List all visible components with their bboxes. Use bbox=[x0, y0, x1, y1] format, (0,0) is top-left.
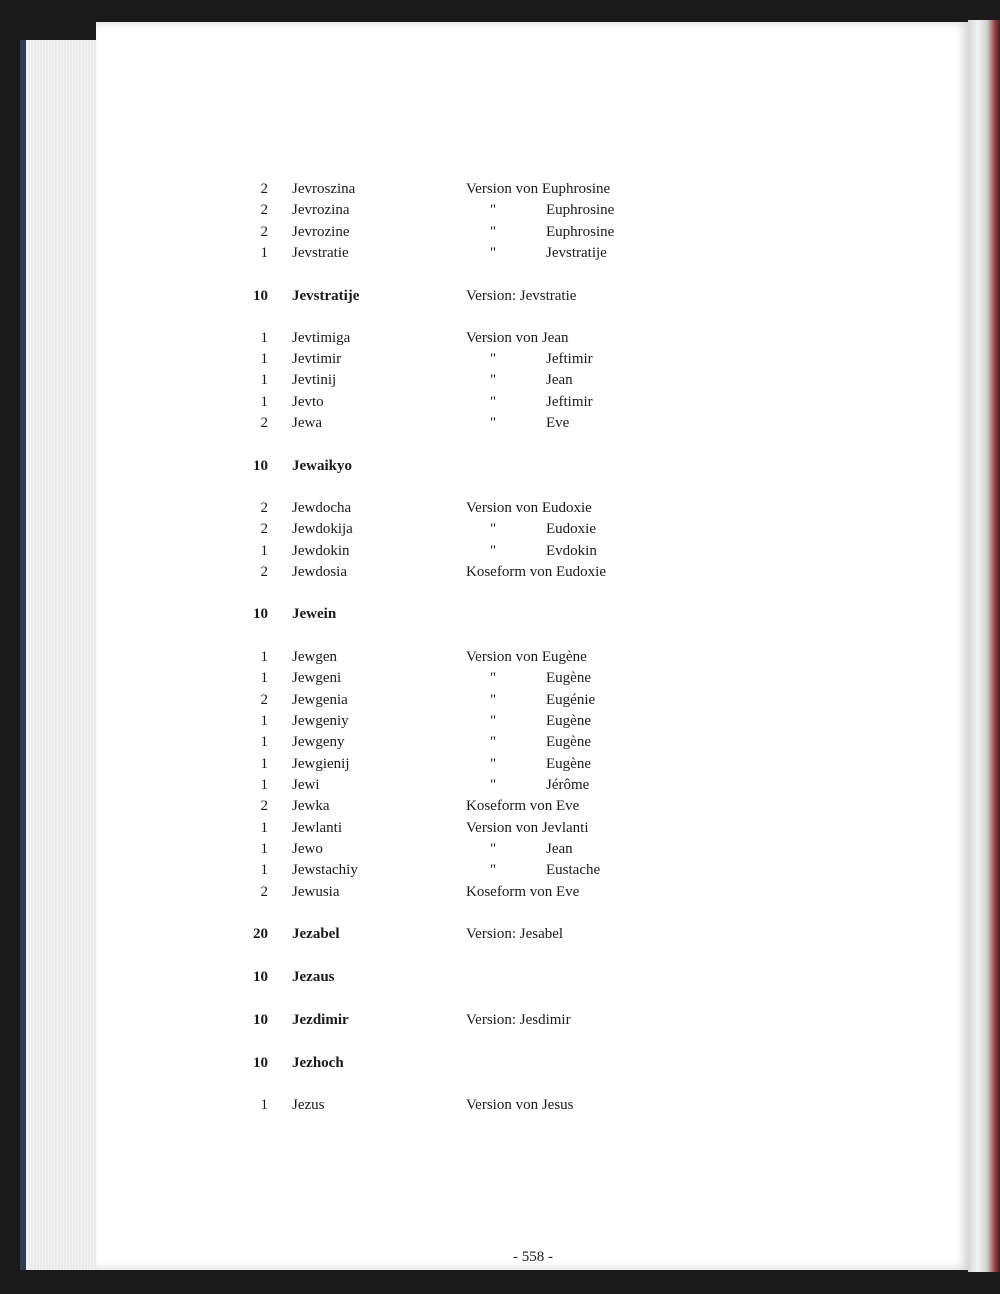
entry-name: Jewein bbox=[292, 606, 337, 622]
entry-description: Version von Jean bbox=[466, 330, 569, 346]
entry-ditto-mark: " bbox=[490, 543, 497, 559]
list-entry bbox=[96, 862, 970, 884]
entry-ditto-mark: " bbox=[490, 692, 497, 708]
list-entry bbox=[96, 670, 970, 692]
list-entry bbox=[96, 330, 970, 352]
entry-target-name: Eugène bbox=[546, 670, 591, 686]
entry-count: 2 bbox=[260, 798, 268, 814]
entry-count: 1 bbox=[260, 777, 268, 793]
entry-name: Jevtimiga bbox=[292, 330, 351, 346]
entry-description: Version: Jesdimir bbox=[466, 1012, 571, 1028]
page-number: - 558 - bbox=[513, 1249, 553, 1265]
entry-count: 1 bbox=[260, 1097, 268, 1113]
entry-target-name: Jean bbox=[546, 841, 573, 857]
entry-ditto-mark: " bbox=[490, 841, 497, 857]
entry-name: Jevto bbox=[292, 394, 324, 410]
entry-target-name: Jevstratije bbox=[546, 245, 607, 261]
list-entry bbox=[96, 969, 970, 991]
entry-count: 1 bbox=[260, 713, 268, 729]
entry-name: Jewlanti bbox=[292, 820, 342, 836]
entry-count: 2 bbox=[260, 884, 268, 900]
entry-description: Version von Eugène bbox=[466, 649, 587, 665]
entry-name: Jewusia bbox=[292, 884, 340, 900]
list-entry bbox=[96, 1012, 970, 1034]
entry-count: 1 bbox=[260, 756, 268, 772]
list-entry bbox=[96, 543, 970, 565]
entry-ditto-mark: " bbox=[490, 713, 497, 729]
list-entry bbox=[96, 798, 970, 820]
list-entry bbox=[96, 202, 970, 224]
entry-count: 10 bbox=[253, 969, 268, 985]
entry-target-name: Jean bbox=[546, 372, 573, 388]
list-entry bbox=[96, 181, 970, 203]
entry-target-name: Eve bbox=[546, 415, 570, 431]
entry-count: 1 bbox=[260, 372, 268, 388]
entry-ditto-mark: " bbox=[490, 351, 497, 367]
entry-ditto-mark: " bbox=[490, 734, 497, 750]
list-entry bbox=[96, 1055, 970, 1077]
entry-target-name: Eustache bbox=[546, 862, 601, 878]
entry-ditto-mark: " bbox=[490, 862, 497, 878]
entry-count: 10 bbox=[253, 458, 268, 474]
entry-name: Jezhoch bbox=[292, 1055, 344, 1071]
list-entry bbox=[96, 820, 970, 842]
list-entry bbox=[96, 649, 970, 671]
entry-description: Koseform von Eve bbox=[466, 798, 580, 814]
entry-name: Jewgeni bbox=[292, 670, 342, 686]
entry-name: Jevstratie bbox=[292, 245, 349, 261]
entry-ditto-mark: " bbox=[490, 372, 497, 388]
entry-count: 2 bbox=[260, 521, 268, 537]
entry-name: Jezaus bbox=[292, 969, 335, 985]
entry-name: Jewgeny bbox=[292, 734, 345, 750]
entry-ditto-mark: " bbox=[490, 670, 497, 686]
entry-ditto-mark: " bbox=[490, 756, 497, 772]
entry-count: 1 bbox=[260, 351, 268, 367]
list-entry bbox=[96, 415, 970, 437]
entry-count: 1 bbox=[260, 734, 268, 750]
entry-name: Jevtinij bbox=[292, 372, 337, 388]
entry-count: 1 bbox=[260, 245, 268, 261]
entry-name: Jevtimir bbox=[292, 351, 342, 367]
entry-count: 1 bbox=[260, 543, 268, 559]
entry-name: Jewo bbox=[292, 841, 323, 857]
entry-name: Jewstachiy bbox=[292, 862, 358, 878]
list-entry bbox=[96, 288, 970, 310]
entry-target-name: Eugène bbox=[546, 756, 591, 772]
entry-count: 2 bbox=[260, 224, 268, 240]
entry-count: 1 bbox=[260, 330, 268, 346]
list-entry bbox=[96, 564, 970, 586]
list-entry bbox=[96, 1097, 970, 1119]
entry-count: 2 bbox=[260, 564, 268, 580]
entry-ditto-mark: " bbox=[490, 521, 497, 537]
entry-description: Version von Euphrosine bbox=[466, 181, 611, 197]
entry-name: Jewgienij bbox=[292, 756, 350, 772]
entry-target-name: Jeftimir bbox=[546, 351, 593, 367]
entry-count: 1 bbox=[260, 394, 268, 410]
entry-target-name: Euphrosine bbox=[546, 202, 615, 218]
entry-target-name: Jérôme bbox=[546, 777, 590, 793]
list-entry bbox=[96, 521, 970, 543]
entry-description: Koseform von Eudoxie bbox=[466, 564, 606, 580]
entry-ditto-mark: " bbox=[490, 394, 497, 410]
entry-ditto-mark: " bbox=[490, 777, 497, 793]
entry-target-name: Eugénie bbox=[546, 692, 596, 708]
entry-count: 2 bbox=[260, 415, 268, 431]
entry-target-name: Eugène bbox=[546, 713, 591, 729]
entry-name: Jezabel bbox=[292, 926, 340, 942]
list-entry bbox=[96, 394, 970, 416]
entry-name: Jewgen bbox=[292, 649, 337, 665]
entry-target-name: Jeftimir bbox=[546, 394, 593, 410]
list-entry bbox=[96, 841, 970, 863]
entry-target-name: Euphrosine bbox=[546, 224, 615, 240]
book-page bbox=[96, 22, 970, 1270]
entry-count: 1 bbox=[260, 820, 268, 836]
entry-name: Jevrozine bbox=[292, 224, 350, 240]
list-entry bbox=[96, 500, 970, 522]
entry-name: Jewgenia bbox=[292, 692, 348, 708]
entry-description: Version: Jesabel bbox=[466, 926, 564, 942]
list-entry bbox=[96, 777, 970, 799]
list-entry bbox=[96, 926, 970, 948]
entry-name: Jezus bbox=[292, 1097, 325, 1113]
entry-name: Jewka bbox=[292, 798, 330, 814]
entry-count: 2 bbox=[260, 181, 268, 197]
entry-count: 2 bbox=[260, 692, 268, 708]
entry-count: 10 bbox=[253, 1012, 268, 1028]
entry-name: Jewdokija bbox=[292, 521, 353, 537]
entry-count: 1 bbox=[260, 670, 268, 686]
list-entry bbox=[96, 756, 970, 778]
entry-name: Jewa bbox=[292, 415, 322, 431]
entry-ditto-mark: " bbox=[490, 245, 497, 261]
entry-name: Jewdokin bbox=[292, 543, 350, 559]
entry-count: 2 bbox=[260, 202, 268, 218]
entry-count: 2 bbox=[260, 500, 268, 516]
entry-count: 10 bbox=[253, 606, 268, 622]
entry-target-name: Eugène bbox=[546, 734, 591, 750]
entry-name: Jevroszina bbox=[292, 181, 356, 197]
entry-ditto-mark: " bbox=[490, 224, 497, 240]
name-list bbox=[96, 22, 970, 1270]
entry-description: Version von Jesus bbox=[466, 1097, 574, 1113]
list-entry bbox=[96, 713, 970, 735]
entry-name: Jevrozina bbox=[292, 202, 350, 218]
list-entry bbox=[96, 245, 970, 267]
entry-name: Jewdosia bbox=[292, 564, 347, 580]
entry-description: Version von Eudoxie bbox=[466, 500, 592, 516]
entry-ditto-mark: " bbox=[490, 415, 497, 431]
list-entry bbox=[96, 351, 970, 373]
entry-count: 1 bbox=[260, 649, 268, 665]
list-entry bbox=[96, 372, 970, 394]
entry-name: Jewgeniy bbox=[292, 713, 349, 729]
entry-ditto-mark: " bbox=[490, 202, 497, 218]
list-entry bbox=[96, 692, 970, 714]
entry-count: 10 bbox=[253, 288, 268, 304]
entry-name: Jewdocha bbox=[292, 500, 352, 516]
entry-name: Jevstratije bbox=[292, 288, 360, 304]
entry-description: Version: Jevstratie bbox=[466, 288, 577, 304]
entry-count: 10 bbox=[253, 1055, 268, 1071]
list-entry bbox=[96, 734, 970, 756]
entry-count: 1 bbox=[260, 841, 268, 857]
entry-target-name: Evdokin bbox=[546, 543, 597, 559]
entry-description: Version von Jevlanti bbox=[466, 820, 589, 836]
entry-count: 20 bbox=[253, 926, 268, 942]
entry-count: 1 bbox=[260, 862, 268, 878]
list-entry bbox=[96, 884, 970, 906]
entry-name: Jewaikyo bbox=[292, 458, 352, 474]
entry-name: Jewi bbox=[292, 777, 320, 793]
entry-description: Koseform von Eve bbox=[466, 884, 580, 900]
list-entry bbox=[96, 224, 970, 246]
list-entry bbox=[96, 606, 970, 628]
entry-name: Jezdimir bbox=[292, 1012, 349, 1028]
facing-page-edge bbox=[968, 20, 1000, 1272]
entry-target-name: Eudoxie bbox=[546, 521, 596, 537]
list-entry bbox=[96, 458, 970, 480]
